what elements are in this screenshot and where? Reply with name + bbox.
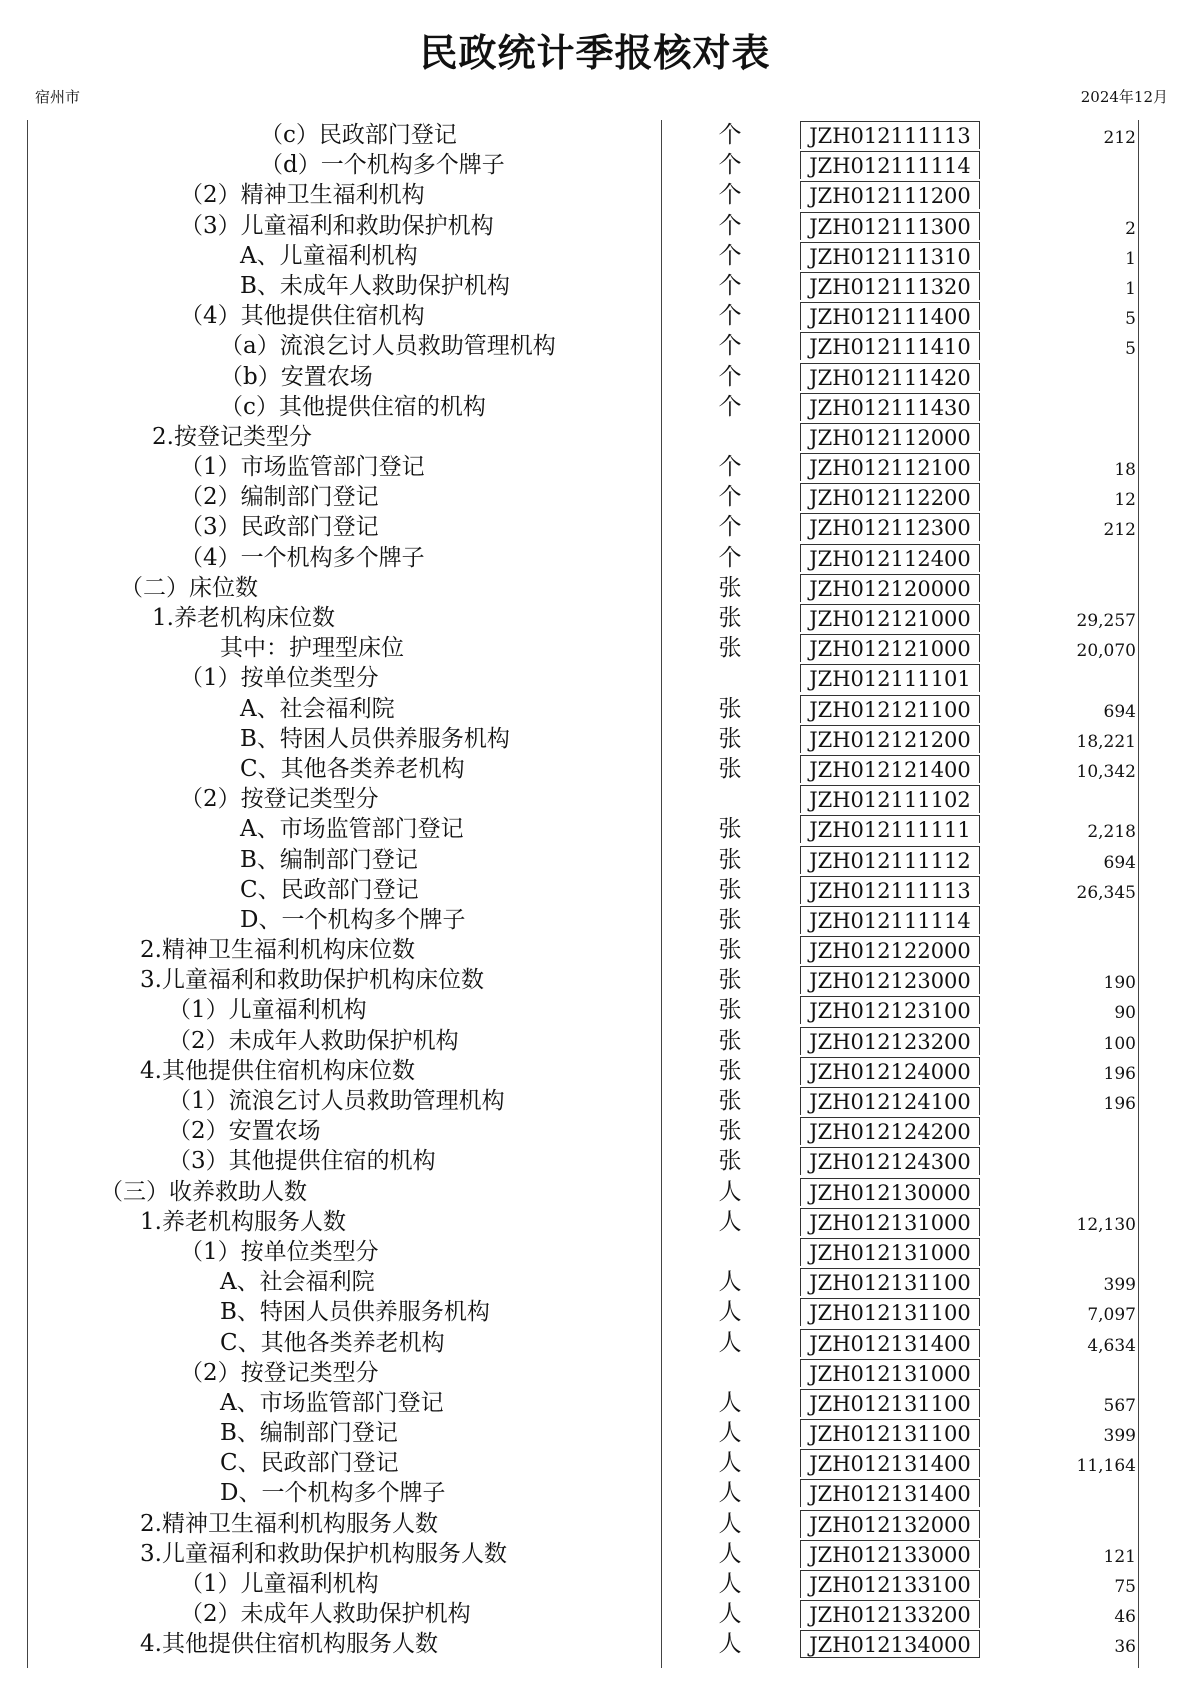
indicator-name: D、一个机构多个牌子 bbox=[240, 906, 466, 933]
indicator-name: （2）精神卫生福利机构 bbox=[180, 182, 425, 209]
indicator-unit bbox=[705, 663, 755, 693]
indicator-code: JZH012121000 bbox=[800, 604, 980, 632]
indicator-value: 26,345 bbox=[1076, 882, 1136, 903]
table-row bbox=[0, 573, 1190, 603]
indicator-code: JZH012111102 bbox=[800, 785, 980, 813]
indicator-unit: 张 bbox=[718, 605, 742, 631]
indicator-code: JZH012111114 bbox=[800, 151, 980, 179]
indicator-value: 190 bbox=[1103, 973, 1136, 994]
indicator-code: JZH012132000 bbox=[800, 1510, 980, 1538]
indicator-unit: 张 bbox=[718, 695, 742, 722]
indicator-unit: 张 bbox=[718, 635, 742, 662]
indicator-value: 29,257 bbox=[1076, 611, 1136, 631]
table-row bbox=[0, 1448, 1190, 1478]
table-row bbox=[0, 814, 1190, 844]
indicator-unit: 张 bbox=[718, 876, 742, 903]
table-row bbox=[0, 180, 1190, 210]
table-row bbox=[0, 694, 1190, 724]
indicator-code: JZH012131100 bbox=[800, 1268, 980, 1296]
table-row bbox=[0, 663, 1190, 693]
indicator-name: （1）儿童福利机构 bbox=[180, 1571, 379, 1597]
indicator-value: 12 bbox=[1114, 490, 1136, 511]
indicator-unit: 张 bbox=[718, 937, 742, 964]
indicator-code: JZH012111113 bbox=[800, 876, 980, 904]
indicator-code: JZH012123000 bbox=[800, 966, 980, 994]
indicator-code: JZH012131000 bbox=[800, 1208, 980, 1236]
indicator-name: （a）流浪乞讨人员救助管理机构 bbox=[220, 333, 556, 360]
indicator-unit: 张 bbox=[718, 1027, 742, 1054]
table-row bbox=[0, 271, 1190, 301]
table-row bbox=[0, 1509, 1190, 1539]
indicator-name: （1）流浪乞讨人员救助管理机构 bbox=[168, 1088, 505, 1114]
indicator-name: C、其他各类养老机构 bbox=[240, 755, 465, 782]
indicator-unit: 张 bbox=[718, 1148, 742, 1175]
indicator-code: JZH012121100 bbox=[800, 695, 980, 723]
indicator-name: （3）民政部门登记 bbox=[180, 514, 379, 541]
indicator-name: 1.养老机构服务人数 bbox=[140, 1208, 346, 1235]
indicator-code: JZH012131400 bbox=[800, 1479, 980, 1507]
indicator-name: （1）按单位类型分 bbox=[180, 1238, 379, 1265]
table-row bbox=[0, 1177, 1190, 1207]
table-row bbox=[0, 482, 1190, 512]
table-row bbox=[0, 120, 1190, 150]
indicator-code: JZH012124000 bbox=[800, 1057, 980, 1085]
indicator-value: 12,130 bbox=[1076, 1214, 1136, 1235]
indicator-name: B、编制部门登记 bbox=[240, 846, 418, 873]
indicator-unit: 人 bbox=[718, 1269, 742, 1296]
indicator-name: B、特困人员供养服务机构 bbox=[240, 725, 510, 752]
indicator-code: JZH012123100 bbox=[800, 996, 980, 1024]
indicator-name: （c）其他提供住宿的机构 bbox=[220, 393, 486, 420]
indicator-unit: 张 bbox=[718, 997, 742, 1024]
indicator-code: JZH012111101 bbox=[800, 664, 980, 692]
indicator-unit: 人 bbox=[718, 1389, 742, 1416]
indicator-unit: 人 bbox=[718, 1329, 742, 1356]
indicator-value: 399 bbox=[1103, 1426, 1136, 1447]
indicator-name: C、民政部门登记 bbox=[240, 876, 419, 903]
indicator-name: 2.精神卫生福利机构服务人数 bbox=[140, 1510, 438, 1537]
indicator-value: 20,070 bbox=[1076, 641, 1136, 662]
indicator-unit: 人 bbox=[718, 1208, 742, 1235]
indicator-unit: 个 bbox=[718, 454, 742, 481]
table-row bbox=[0, 1026, 1190, 1056]
indicator-value: 1 bbox=[1125, 278, 1136, 299]
indicator-unit bbox=[705, 1237, 755, 1267]
indicator-code: JZH012131000 bbox=[800, 1238, 980, 1266]
indicator-name: （二）床位数 bbox=[120, 574, 258, 601]
indicator-name: B、编制部门登记 bbox=[220, 1420, 398, 1447]
indicator-name: 4.其他提供住宿机构服务人数 bbox=[140, 1631, 438, 1658]
indicator-unit: 个 bbox=[718, 544, 742, 571]
indicator-name: 其中：护理型床位 bbox=[220, 635, 404, 662]
indicator-name: （3）其他提供住宿的机构 bbox=[168, 1148, 436, 1175]
indicator-name: 2.按登记类型分 bbox=[152, 423, 312, 450]
indicator-unit: 个 bbox=[718, 152, 742, 179]
indicator-code: JZH012131100 bbox=[800, 1389, 980, 1417]
indicator-unit: 个 bbox=[718, 514, 742, 541]
indicator-name: 3.儿童福利和救助保护机构服务人数 bbox=[140, 1540, 507, 1567]
table-row bbox=[0, 211, 1190, 241]
indicator-unit bbox=[705, 422, 755, 452]
indicator-value: 399 bbox=[1103, 1275, 1136, 1296]
indicator-code: JZH012124300 bbox=[800, 1147, 980, 1175]
table-row bbox=[0, 543, 1190, 573]
table-row bbox=[0, 784, 1190, 814]
table-row bbox=[0, 1297, 1190, 1327]
indicator-name: 4.其他提供住宿机构床位数 bbox=[140, 1057, 415, 1084]
indicator-code: JZH012112200 bbox=[800, 483, 980, 511]
indicator-code: JZH012133000 bbox=[800, 1540, 980, 1568]
indicator-unit: 张 bbox=[718, 1118, 742, 1145]
indicator-unit: 个 bbox=[718, 122, 742, 148]
indicator-value: 18 bbox=[1114, 460, 1136, 481]
indicator-name: （1）儿童福利机构 bbox=[168, 997, 367, 1024]
table-row bbox=[0, 965, 1190, 995]
table-row bbox=[0, 1478, 1190, 1508]
indicator-name: A、儿童福利机构 bbox=[240, 242, 418, 269]
table-row bbox=[0, 754, 1190, 784]
indicator-name: （4）一个机构多个牌子 bbox=[180, 544, 425, 571]
indicator-value: 567 bbox=[1103, 1395, 1136, 1416]
indicator-unit: 人 bbox=[718, 1420, 742, 1447]
indicator-name: （1）市场监管部门登记 bbox=[180, 454, 425, 481]
indicator-name: （2）按登记类型分 bbox=[180, 786, 379, 813]
indicator-unit: 张 bbox=[718, 574, 742, 601]
indicator-code: JZH012121000 bbox=[800, 634, 980, 662]
indicator-value: 196 bbox=[1103, 1063, 1136, 1084]
table-row bbox=[0, 331, 1190, 361]
indicator-name: （3）儿童福利和救助保护机构 bbox=[180, 212, 494, 239]
table-row bbox=[0, 1328, 1190, 1358]
table-row bbox=[0, 724, 1190, 754]
indicator-value: 7,097 bbox=[1087, 1305, 1136, 1326]
indicator-value: 100 bbox=[1103, 1033, 1136, 1054]
indicator-unit: 张 bbox=[718, 725, 742, 752]
indicator-value: 11,164 bbox=[1076, 1456, 1136, 1477]
indicator-value: 5 bbox=[1125, 339, 1136, 360]
table-row bbox=[0, 1599, 1190, 1629]
indicator-name: A、市场监管部门登记 bbox=[220, 1389, 444, 1416]
indicator-code: JZH012133200 bbox=[800, 1600, 980, 1628]
indicator-name: （4）其他提供住宿机构 bbox=[180, 303, 425, 330]
region-label: 宿州市 bbox=[35, 88, 81, 106]
indicator-name: （2）安置农场 bbox=[168, 1118, 321, 1145]
indicator-unit: 人 bbox=[718, 1450, 742, 1477]
indicator-value: 2,218 bbox=[1087, 822, 1136, 843]
indicator-name: A、社会福利院 bbox=[220, 1269, 375, 1296]
indicator-table bbox=[0, 120, 1190, 1660]
indicator-unit: 个 bbox=[718, 272, 742, 299]
indicator-code: JZH012131100 bbox=[800, 1298, 980, 1326]
table-row bbox=[0, 1388, 1190, 1418]
indicator-code: JZH012124200 bbox=[800, 1117, 980, 1145]
indicator-code: JZH012121400 bbox=[800, 755, 980, 783]
indicator-unit: 个 bbox=[718, 484, 742, 511]
indicator-name: （2）未成年人救助保护机构 bbox=[168, 1027, 459, 1054]
page-title: 民政统计季报核对表 bbox=[419, 31, 771, 75]
indicator-value: 90 bbox=[1114, 1003, 1136, 1024]
table-row bbox=[0, 633, 1190, 663]
indicator-name: A、社会福利院 bbox=[240, 695, 395, 722]
indicator-code: JZH012112000 bbox=[800, 423, 980, 451]
indicator-unit: 张 bbox=[718, 846, 742, 873]
indicator-name: （2）编制部门登记 bbox=[180, 484, 379, 511]
indicator-code: JZH012111112 bbox=[800, 846, 980, 874]
indicator-name: B、特困人员供养服务机构 bbox=[220, 1299, 490, 1326]
indicator-value: 1 bbox=[1125, 248, 1136, 269]
indicator-name: （2）未成年人救助保护机构 bbox=[180, 1601, 471, 1628]
indicator-name: （2）按登记类型分 bbox=[180, 1359, 379, 1386]
indicator-unit: 个 bbox=[718, 182, 742, 209]
table-row bbox=[0, 362, 1190, 392]
table-row bbox=[0, 1629, 1190, 1659]
indicator-unit: 张 bbox=[718, 1057, 742, 1084]
indicator-value: 4,634 bbox=[1087, 1335, 1136, 1356]
indicator-code: JZH012131400 bbox=[800, 1329, 980, 1357]
indicator-unit: 张 bbox=[718, 906, 742, 933]
indicator-value: 10,342 bbox=[1076, 761, 1136, 782]
indicator-unit: 人 bbox=[718, 1601, 742, 1628]
indicator-value: 212 bbox=[1103, 520, 1136, 541]
indicator-name: B、未成年人救助保护机构 bbox=[240, 272, 510, 299]
table-row bbox=[0, 905, 1190, 935]
indicator-value: 212 bbox=[1103, 128, 1136, 148]
indicator-name: 3.儿童福利和救助保护机构床位数 bbox=[140, 967, 484, 994]
report-period: 2024年12月 bbox=[1080, 88, 1168, 106]
indicator-code: JZH012111200 bbox=[800, 181, 980, 209]
indicator-unit: 张 bbox=[718, 755, 742, 782]
indicator-code: JZH012111400 bbox=[800, 302, 980, 330]
indicator-code: JZH012130000 bbox=[800, 1178, 980, 1206]
table-row bbox=[0, 1207, 1190, 1237]
table-row bbox=[0, 1569, 1190, 1599]
table-row bbox=[0, 875, 1190, 905]
indicator-unit: 个 bbox=[718, 212, 742, 239]
indicator-value: 5 bbox=[1125, 309, 1136, 330]
indicator-code: JZH012111114 bbox=[800, 906, 980, 934]
indicator-name: （1）按单位类型分 bbox=[180, 665, 379, 692]
indicator-value: 694 bbox=[1103, 852, 1136, 873]
table-row bbox=[0, 241, 1190, 271]
indicator-unit: 人 bbox=[718, 1299, 742, 1326]
indicator-code: JZH012111420 bbox=[800, 363, 980, 391]
indicator-unit: 张 bbox=[718, 967, 742, 994]
indicator-code: JZH012134000 bbox=[800, 1630, 980, 1658]
indicator-code: JZH012111113 bbox=[800, 121, 980, 149]
table-row bbox=[0, 452, 1190, 482]
indicator-value: 75 bbox=[1114, 1577, 1136, 1597]
indicator-value: 196 bbox=[1103, 1094, 1136, 1114]
indicator-value: 694 bbox=[1103, 701, 1136, 722]
indicator-value: 121 bbox=[1103, 1546, 1136, 1567]
indicator-code: JZH012111430 bbox=[800, 393, 980, 421]
indicator-code: JZH012131100 bbox=[800, 1419, 980, 1447]
indicator-name: （c）民政部门登记 bbox=[260, 122, 457, 148]
table-row bbox=[0, 392, 1190, 422]
indicator-name: C、民政部门登记 bbox=[220, 1450, 399, 1477]
table-row bbox=[0, 1418, 1190, 1448]
indicator-code: JZH012122000 bbox=[800, 936, 980, 964]
indicator-code: JZH012133100 bbox=[800, 1570, 980, 1598]
table-row bbox=[0, 512, 1190, 542]
indicator-code: JZH012111111 bbox=[800, 815, 980, 843]
table-row bbox=[0, 422, 1190, 452]
indicator-name: 1.养老机构床位数 bbox=[152, 605, 335, 631]
indicator-name: 2.精神卫生福利机构床位数 bbox=[140, 937, 415, 964]
indicator-unit: 个 bbox=[718, 393, 742, 420]
indicator-code: JZH012121200 bbox=[800, 725, 980, 753]
indicator-code: JZH012112400 bbox=[800, 544, 980, 572]
indicator-value: 36 bbox=[1114, 1637, 1136, 1658]
indicator-unit: 人 bbox=[718, 1631, 742, 1658]
indicator-unit: 张 bbox=[718, 1088, 742, 1114]
indicator-unit bbox=[705, 1358, 755, 1388]
table-row bbox=[0, 845, 1190, 875]
indicator-name: （三）收养救助人数 bbox=[100, 1178, 307, 1205]
indicator-code: JZH012111320 bbox=[800, 272, 980, 300]
table-row bbox=[0, 1146, 1190, 1176]
indicator-code: JZH012111410 bbox=[800, 332, 980, 360]
table-row bbox=[0, 301, 1190, 331]
indicator-name: A、市场监管部门登记 bbox=[240, 816, 464, 843]
table-row bbox=[0, 1116, 1190, 1146]
indicator-unit: 个 bbox=[718, 303, 742, 330]
indicator-code: JZH012124100 bbox=[800, 1087, 980, 1115]
indicator-code: JZH012131400 bbox=[800, 1449, 980, 1477]
table-row bbox=[0, 1358, 1190, 1388]
indicator-code: JZH012123200 bbox=[800, 1027, 980, 1055]
indicator-name: C、其他各类养老机构 bbox=[220, 1329, 445, 1356]
table-row bbox=[0, 603, 1190, 633]
indicator-code: JZH012111300 bbox=[800, 212, 980, 240]
table-row bbox=[0, 1056, 1190, 1086]
indicator-unit: 人 bbox=[718, 1510, 742, 1537]
indicator-code: JZH012111310 bbox=[800, 242, 980, 270]
indicator-name: D、一个机构多个牌子 bbox=[220, 1480, 446, 1507]
indicator-name: （d）一个机构多个牌子 bbox=[260, 152, 505, 179]
table-row bbox=[0, 1267, 1190, 1297]
indicator-value: 2 bbox=[1125, 218, 1136, 239]
table-row bbox=[0, 1086, 1190, 1116]
indicator-unit: 人 bbox=[718, 1480, 742, 1507]
indicator-unit: 个 bbox=[718, 333, 742, 360]
indicator-unit: 人 bbox=[718, 1178, 742, 1205]
table-row bbox=[0, 1539, 1190, 1569]
indicator-code: JZH012112100 bbox=[800, 453, 980, 481]
indicator-unit: 人 bbox=[718, 1540, 742, 1567]
indicator-unit: 人 bbox=[718, 1571, 742, 1597]
indicator-value: 46 bbox=[1114, 1607, 1136, 1628]
table-row bbox=[0, 150, 1190, 180]
indicator-code: JZH012120000 bbox=[800, 574, 980, 602]
table-row bbox=[0, 995, 1190, 1025]
indicator-name: （b）安置农场 bbox=[220, 363, 373, 390]
indicator-unit: 个 bbox=[718, 363, 742, 390]
table-row bbox=[0, 1237, 1190, 1267]
indicator-value: 18,221 bbox=[1076, 731, 1136, 752]
indicator-unit: 张 bbox=[718, 816, 742, 843]
indicator-code: JZH012131000 bbox=[800, 1359, 980, 1387]
table-row bbox=[0, 935, 1190, 965]
indicator-code: JZH012112300 bbox=[800, 513, 980, 541]
indicator-unit bbox=[705, 784, 755, 814]
indicator-unit: 个 bbox=[718, 242, 742, 269]
